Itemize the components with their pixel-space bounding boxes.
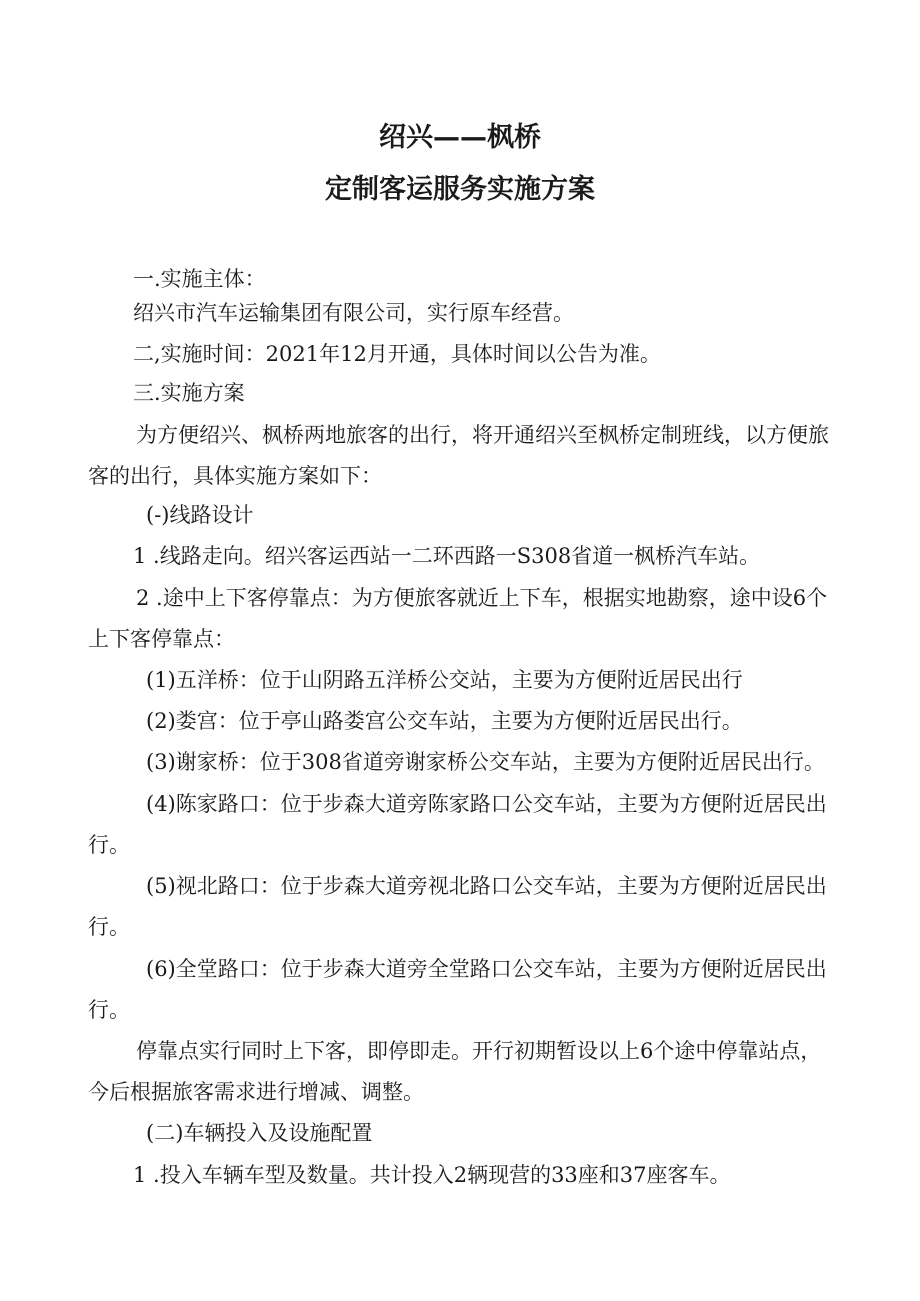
- stop-item-shibeilukou-line-2: 行。: [88, 915, 130, 939]
- paragraph-stop-policy-line-1: 停靠点实行同时上下客，即停即走。开行初期暂设以上6个途中停靠站点，: [136, 1039, 822, 1063]
- paragraph-stop-policy-line-2: 今后根据旅客需求进行增减、调整。: [88, 1080, 424, 1104]
- paragraph-intro-line-2: 客的出行，具体实施方案如下：: [88, 464, 382, 488]
- stop-item-quantanglukou-line-1: (6)全堂路口：位于步森大道旁全堂路口公交车站，主要为方便附近居民出: [146, 957, 827, 981]
- list-item-vehicle-count: 1 .投入车辆车型及数量。共计投入2辆现营的33座和37座客车。: [133, 1163, 731, 1187]
- section-heading-plan: 三.实施方案: [133, 381, 245, 405]
- stop-item-shibeilukou-line-1: (5)视北路口：位于步森大道旁视北路口公交车站，主要为方便附近居民出: [146, 874, 827, 898]
- stop-item-chenjialukou-line-1: (4)陈家路口：位于步森大道旁陈家路口公交车站，主要为方便附近居民出: [146, 792, 827, 816]
- document-title-plan: 定制客运服务实施方案: [325, 174, 595, 205]
- document-title-route: 绍兴——枫桥: [379, 122, 541, 153]
- list-item-stops-line-2: 上下客停靠点：: [88, 627, 235, 651]
- list-item-stops-line-1: 2 .途中上下客停靠点：为方便旅客就近上下车，根据实地勘察，途中设6个: [136, 586, 828, 610]
- list-item-route-direction: 1 .线路走向。绍兴客运西站一二环西路一S308省道一枫桥汽车站。: [133, 544, 761, 568]
- subsection-heading-route-design: (-)线路设计: [146, 503, 254, 527]
- section-heading-implementer: 一.实施主体：: [133, 267, 266, 291]
- subsection-heading-vehicles: (二)车辆投入及设施配置: [146, 1121, 373, 1145]
- paragraph-intro-line-1: 为方便绍兴、枫桥两地旅客的出行，将开通绍兴至枫桥定制班线，以方便旅: [136, 423, 829, 447]
- stop-item-lougong: (2)娄宫：位于亭山路娄宫公交车站，主要为方便附近居民出行。: [146, 709, 743, 733]
- section-heading-time: 二,实施时间：2021年12月开通，具体时间以公告为准。: [133, 342, 661, 366]
- paragraph-implementer: 绍兴市汽车运输集团有限公司，实行原车经营。: [133, 301, 574, 325]
- stop-item-xiejiaqiao: (3)谢家桥：位于308省道旁谢家桥公交车站，主要为方便附近居民出行。: [146, 750, 825, 774]
- stop-item-wuyangqiao: (1)五洋桥：位于山阴路五洋桥公交站，主要为方便附近居民出行: [146, 668, 743, 692]
- stop-item-chenjialukou-line-2: 行。: [88, 833, 130, 857]
- stop-item-quantanglukou-line-2: 行。: [88, 998, 130, 1022]
